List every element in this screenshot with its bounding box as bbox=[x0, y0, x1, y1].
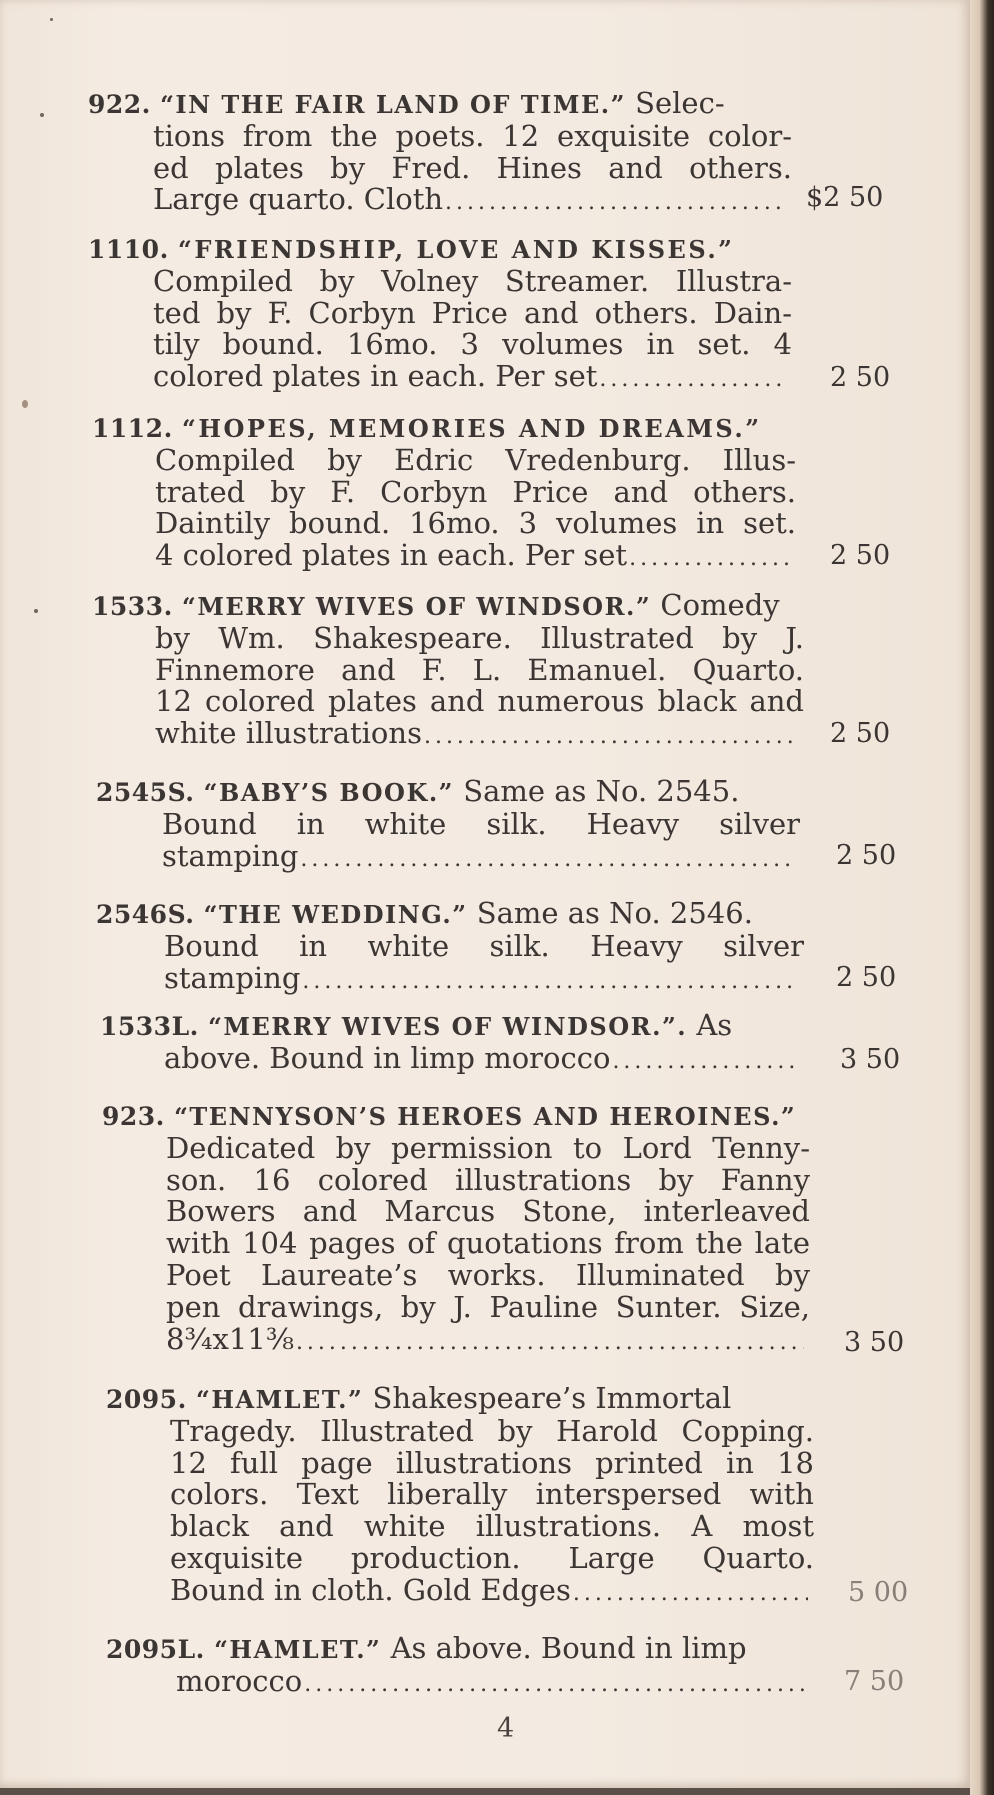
entry-line: Tragedy. Illustrated by Harold Copping. bbox=[170, 1413, 814, 1448]
catalog-entry bbox=[106, 1383, 814, 1610]
entry-text: Comedy bbox=[651, 588, 780, 622]
entry-line: by Wm. Shakespeare. Illustrated by J. bbox=[155, 620, 804, 655]
entry-line: Daintily bound. 16mo. 3 volumes in set. bbox=[155, 506, 796, 541]
entry-first-line bbox=[96, 898, 804, 931]
catalog-entry bbox=[100, 1010, 806, 1078]
entry-title: “TENNYSON’S HEROES AND HEROINES.” bbox=[174, 1102, 797, 1131]
dot-leader bbox=[424, 721, 798, 753]
entry-title: “IN THE FAIR LAND OF TIME.” bbox=[160, 90, 626, 119]
entry-line: colors. Text liberally interspersed with bbox=[170, 1477, 814, 1512]
entry-last-line bbox=[155, 718, 804, 753]
entry-line: 12 full page illustrations printed in 18 bbox=[170, 1445, 814, 1480]
entry-line: black and white illustrations. A most bbox=[170, 1509, 814, 1544]
entry-price: $2 50 bbox=[806, 182, 884, 213]
entry-line: Compiled by Volney Streamer. Illustra- bbox=[153, 263, 792, 298]
dot-leader bbox=[304, 1669, 808, 1701]
entry-first-line bbox=[96, 776, 800, 809]
entry-text: stamping bbox=[162, 838, 299, 873]
entry-line: exquisite production. Large Quarto. bbox=[170, 1540, 814, 1575]
entry-title: “HOPES, MEMORIES AND DREAMS.” bbox=[182, 414, 762, 443]
entry-first-line bbox=[100, 1010, 806, 1043]
page-edge bbox=[970, 0, 994, 1795]
entry-line: trated by F. Corbyn Price and others. bbox=[155, 474, 796, 509]
entry-number: 1112. bbox=[92, 414, 173, 443]
entry-first-line bbox=[106, 1383, 814, 1416]
entry-title: “BABY’S BOOK.” bbox=[203, 778, 454, 807]
entry-line: Dedicated by permission to Lord Tenny- bbox=[166, 1130, 810, 1165]
entry-text: As above. Bound in limp bbox=[381, 1631, 747, 1665]
catalog-entry bbox=[92, 412, 796, 575]
dot-leader bbox=[300, 844, 794, 876]
entry-last-line bbox=[176, 1663, 814, 1701]
entry-line: tily bound. 16mo. 3 volumes in set. 4 bbox=[153, 327, 792, 362]
entry-title: “HAMLET.” bbox=[196, 1385, 364, 1414]
catalog-entry bbox=[96, 776, 800, 875]
entry-number: 923. bbox=[102, 1102, 165, 1131]
catalog-entry bbox=[96, 898, 804, 997]
entry-number: 2546S. bbox=[96, 900, 195, 929]
entry-line: Bound in white silk. Heavy silver bbox=[164, 928, 804, 963]
entry-title: “THE WEDDING.” bbox=[203, 900, 468, 929]
entry-first-line bbox=[92, 412, 796, 445]
entry-title: “MERRY WIVES OF WINDSOR.”. bbox=[208, 1012, 688, 1041]
entry-line: Bound in white silk. Heavy silver bbox=[162, 806, 800, 841]
entry-text: Same as No. 2546. bbox=[467, 896, 753, 930]
entry-text: above. Bound in limp morocco bbox=[164, 1040, 611, 1075]
entry-price: 3 50 bbox=[840, 1044, 901, 1075]
entry-price: 5 00 bbox=[848, 1577, 909, 1608]
entry-first-line bbox=[88, 233, 792, 266]
entry-text: Shakespeare’s Immortal bbox=[363, 1381, 732, 1415]
entry-price: 2 50 bbox=[836, 962, 897, 993]
entry-price: 2 50 bbox=[830, 718, 891, 749]
dot-leader bbox=[629, 543, 790, 575]
entry-number: 1533. bbox=[92, 592, 173, 621]
entry-first-line bbox=[102, 1100, 810, 1133]
entry-text: 4 colored plates in each. Per set bbox=[155, 538, 628, 573]
entry-text: Large quarto. Cloth bbox=[153, 182, 444, 217]
dot-leader bbox=[302, 966, 798, 998]
entry-title: “FRIENDSHIP, LOVE AND KISSES.” bbox=[178, 235, 735, 264]
entry-last-line bbox=[164, 960, 804, 998]
dot-leader bbox=[599, 364, 786, 396]
entry-last-line bbox=[155, 540, 796, 575]
entry-text: stamping bbox=[164, 960, 301, 995]
entry-line: 12 colored plates and numerous black and bbox=[155, 684, 804, 719]
entry-text: white illustrations bbox=[155, 716, 422, 751]
catalog-entry bbox=[106, 1633, 814, 1701]
paper-speck bbox=[40, 113, 44, 117]
entry-title: “HAMLET.” bbox=[214, 1635, 382, 1664]
entry-line: tions from the poets. 12 exquisite color- bbox=[153, 118, 792, 153]
entry-number: 2545S. bbox=[96, 778, 195, 807]
dot-leader bbox=[573, 1578, 808, 1610]
dot-leader bbox=[445, 187, 786, 219]
entry-number: 2095. bbox=[106, 1385, 187, 1414]
entry-line: Poet Laureate’s works. Illuminated by bbox=[166, 1257, 810, 1292]
entry-first-line bbox=[88, 88, 792, 121]
catalog-entry bbox=[88, 88, 792, 219]
entry-text: As bbox=[687, 1008, 733, 1042]
paper-speck bbox=[22, 400, 28, 408]
entry-price: 2 50 bbox=[830, 362, 891, 393]
entry-first-line bbox=[92, 590, 804, 623]
entry-text: Bound in cloth. Gold Edges bbox=[170, 1572, 571, 1607]
catalog-entry bbox=[88, 233, 792, 396]
entry-text: morocco bbox=[176, 1663, 303, 1698]
entry-last-line bbox=[153, 184, 792, 219]
entry-price: 7 50 bbox=[844, 1666, 905, 1697]
catalog-entry bbox=[92, 590, 804, 753]
dot-leader bbox=[296, 1327, 804, 1359]
entry-number: 1110. bbox=[88, 235, 169, 264]
entry-line: with 104 pages of quotations from the late bbox=[166, 1226, 810, 1261]
entry-line: ted by F. Corbyn Price and others. Dain- bbox=[153, 295, 792, 330]
entry-first-line bbox=[106, 1633, 814, 1666]
entry-line: son. 16 colored illustrations by Fanny bbox=[166, 1162, 810, 1197]
entry-line: pen drawings, by J. Pauline Sunter. Size, bbox=[166, 1289, 810, 1324]
entry-line: ed plates by Fred. Hines and others. bbox=[153, 150, 792, 185]
paper-speck bbox=[34, 609, 38, 613]
entry-last-line bbox=[153, 361, 792, 396]
page-number: 4 bbox=[497, 1713, 515, 1744]
entry-text: Same as No. 2545. bbox=[453, 774, 740, 808]
entry-price: 2 50 bbox=[830, 540, 891, 571]
entry-number: 922. bbox=[88, 90, 151, 119]
entry-last-line bbox=[164, 1040, 806, 1078]
entry-title: “MERRY WIVES OF WINDSOR.” bbox=[182, 592, 652, 621]
entry-last-line bbox=[170, 1572, 814, 1610]
entry-last-line bbox=[162, 838, 800, 876]
dot-leader bbox=[612, 1046, 800, 1078]
entry-text: colored plates in each. Per set bbox=[153, 359, 598, 394]
paper-speck bbox=[50, 18, 53, 21]
entry-number: 1533L. bbox=[100, 1012, 199, 1041]
entry-line: Compiled by Edric Vredenburg. Illus- bbox=[155, 442, 796, 477]
catalog-entry bbox=[102, 1100, 810, 1358]
entry-line: Bowers and Marcus Stone, interleaved bbox=[166, 1194, 810, 1229]
entry-last-line bbox=[166, 1321, 810, 1359]
entry-line: Finnemore and F. L. Emanuel. Quarto. bbox=[155, 652, 804, 687]
entry-price: 2 50 bbox=[836, 840, 897, 871]
entry-text: Selec- bbox=[625, 86, 725, 120]
entry-number: 2095L. bbox=[106, 1635, 205, 1664]
entry-text: 8¾x11⅜ bbox=[166, 1321, 294, 1356]
entry-price: 3 50 bbox=[844, 1327, 905, 1358]
